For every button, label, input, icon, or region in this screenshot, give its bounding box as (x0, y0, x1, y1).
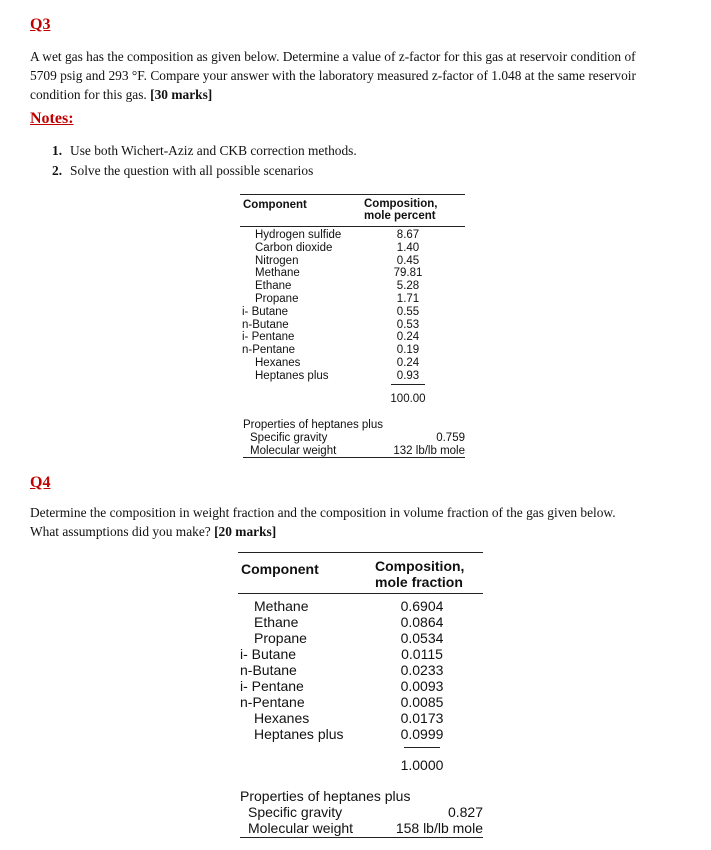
total-value: 100.00 (390, 393, 426, 405)
q4-line-1: Determine the composition in weight fraction and the composition in volume fraction of the gas given below. (30, 505, 616, 520)
table-row (240, 255, 465, 268)
table-body (240, 227, 465, 383)
table-row (238, 726, 483, 742)
component-name: Methane (255, 267, 300, 280)
specific-gravity-value: 0.827 (447, 804, 483, 820)
component-name: n-Butane (240, 662, 297, 678)
notes-heading: Notes: (30, 110, 74, 127)
q3-heading: Q3 (30, 16, 51, 33)
q4-composition-table (238, 552, 483, 836)
table-row (240, 242, 465, 255)
note-item-2 (52, 163, 313, 179)
q4-question-text (30, 503, 685, 541)
component-value: 0.24 (396, 356, 420, 369)
table-row (240, 267, 465, 280)
component-name: n-Pentane (240, 694, 305, 710)
specific-gravity-row (243, 432, 465, 445)
component-value: 0.0864 (400, 614, 444, 630)
table-row (238, 678, 483, 694)
table-bottom-rule (243, 457, 465, 458)
table-row (240, 293, 465, 306)
component-name: Hexanes (254, 710, 310, 726)
component-value: 0.55 (396, 305, 420, 318)
molecular-weight-value: 132 lb/lb mole (393, 444, 465, 457)
component-value: 0.6904 (400, 598, 444, 614)
component-value: 0.0534 (400, 630, 444, 646)
component-value: 79.81 (393, 267, 423, 280)
q3-line-3-text: condition for this gas. (30, 87, 151, 102)
component-value: 0.45 (396, 254, 420, 267)
component-header: Component (241, 561, 319, 577)
note-number: 2. (52, 163, 63, 178)
component-value: 0.93 (396, 369, 420, 382)
table-row (238, 630, 483, 646)
molecular-weight-row (240, 820, 483, 836)
composition-header-line-1: Composition, (364, 198, 438, 210)
component-value: 0.0999 (400, 726, 444, 742)
table-row (238, 694, 483, 710)
component-name: Hydrogen sulfide (255, 229, 342, 241)
component-name: Heptanes plus (255, 369, 329, 382)
component-name: Heptanes plus (254, 726, 344, 742)
q4-heading: Q4 (30, 474, 51, 491)
q3-line-2: 5709 psig and 293 °F. Compare your answer with the laboratory measured z-factor of 1.048 at the same reservoir (30, 68, 636, 83)
note-text: Use both Wichert-Aziz and CKB correction methods. (70, 143, 357, 158)
q4-line-2 (30, 522, 685, 541)
sum-rule (404, 747, 440, 748)
component-header: Component (243, 199, 307, 211)
component-name: Ethane (254, 614, 299, 630)
table-header (240, 195, 465, 226)
specific-gravity-label: Specific gravity (250, 431, 328, 444)
component-name: Nitrogen (255, 254, 299, 267)
table-row (238, 646, 483, 662)
component-value: 0.0093 (400, 678, 444, 694)
component-value: 0.19 (396, 344, 420, 357)
heptanes-plus-properties (240, 788, 483, 838)
properties-title: Properties of heptanes plus (240, 788, 411, 804)
component-name: Methane (254, 598, 309, 614)
table-row (240, 280, 465, 293)
table-body (238, 594, 483, 742)
q3-line-1: A wet gas has the composition as given below. Determine a value of z-factor for this gas at reservoir condition of (30, 49, 636, 64)
component-value: 0.0085 (400, 694, 444, 710)
composition-header (364, 198, 437, 222)
component-value: 5.28 (396, 280, 420, 293)
note-item-1 (52, 143, 357, 159)
component-name: i- Butane (240, 646, 297, 662)
sum-rule (391, 384, 425, 385)
component-value: 0.53 (396, 318, 420, 331)
component-name: Propane (254, 630, 307, 646)
composition-header (375, 559, 464, 590)
table-row (238, 710, 483, 726)
component-name: n-Pentane (242, 344, 296, 357)
molecular-weight-value: 158 lb/lb mole (395, 820, 483, 836)
table-bottom-rule (240, 837, 483, 838)
molecular-weight-row (243, 445, 465, 458)
q3-line-3 (30, 85, 685, 104)
specific-gravity-value: 0.759 (436, 431, 465, 444)
component-name: Propane (255, 292, 299, 305)
table-row (240, 344, 465, 357)
table-row (240, 319, 465, 332)
table-row (240, 370, 465, 383)
table-row (240, 331, 465, 344)
component-name: Ethane (255, 280, 292, 293)
molecular-weight-label: Molecular weight (250, 444, 337, 457)
table-row (240, 357, 465, 370)
q4-marks: [20 marks] (214, 524, 277, 539)
component-name: i- Butane (242, 305, 289, 318)
composition-header-line-2: mole fraction (375, 573, 463, 590)
component-value: 1.71 (396, 292, 420, 305)
q4-line-2-text: What assumptions did you make? (30, 524, 215, 539)
heptanes-plus-properties (243, 419, 465, 458)
component-name: Carbon dioxide (255, 241, 333, 254)
component-name: i- Pentane (240, 678, 304, 694)
note-text: Solve the question with all possible scenarios (70, 163, 314, 178)
component-value: 0.0173 (400, 710, 444, 726)
total-value: 1.0000 (400, 757, 444, 773)
component-name: Hexanes (255, 356, 301, 369)
properties-title: Properties of heptanes plus (243, 419, 384, 431)
composition-header-line-1: Composition, (375, 558, 465, 574)
q3-question-text (30, 47, 685, 104)
table-row (238, 598, 483, 614)
molecular-weight-label: Molecular weight (248, 820, 354, 836)
q3-marks: [30 marks] (150, 87, 213, 102)
q3-composition-table (240, 194, 465, 457)
specific-gravity-row (240, 804, 483, 820)
composition-header-line-2: mole percent (364, 210, 436, 222)
table-row (240, 229, 465, 242)
component-value: 0.0115 (401, 646, 443, 662)
component-value: 0.0233 (400, 662, 444, 678)
component-name: i- Pentane (242, 331, 295, 344)
component-name: n-Butane (242, 318, 289, 331)
component-value: 8.67 (396, 229, 420, 241)
specific-gravity-label: Specific gravity (248, 804, 343, 820)
component-value: 1.40 (396, 241, 420, 254)
table-row (238, 662, 483, 678)
table-header (238, 553, 483, 593)
table-row (238, 614, 483, 630)
component-value: 0.24 (396, 331, 420, 344)
table-row (240, 306, 465, 319)
note-number: 1. (52, 143, 63, 158)
